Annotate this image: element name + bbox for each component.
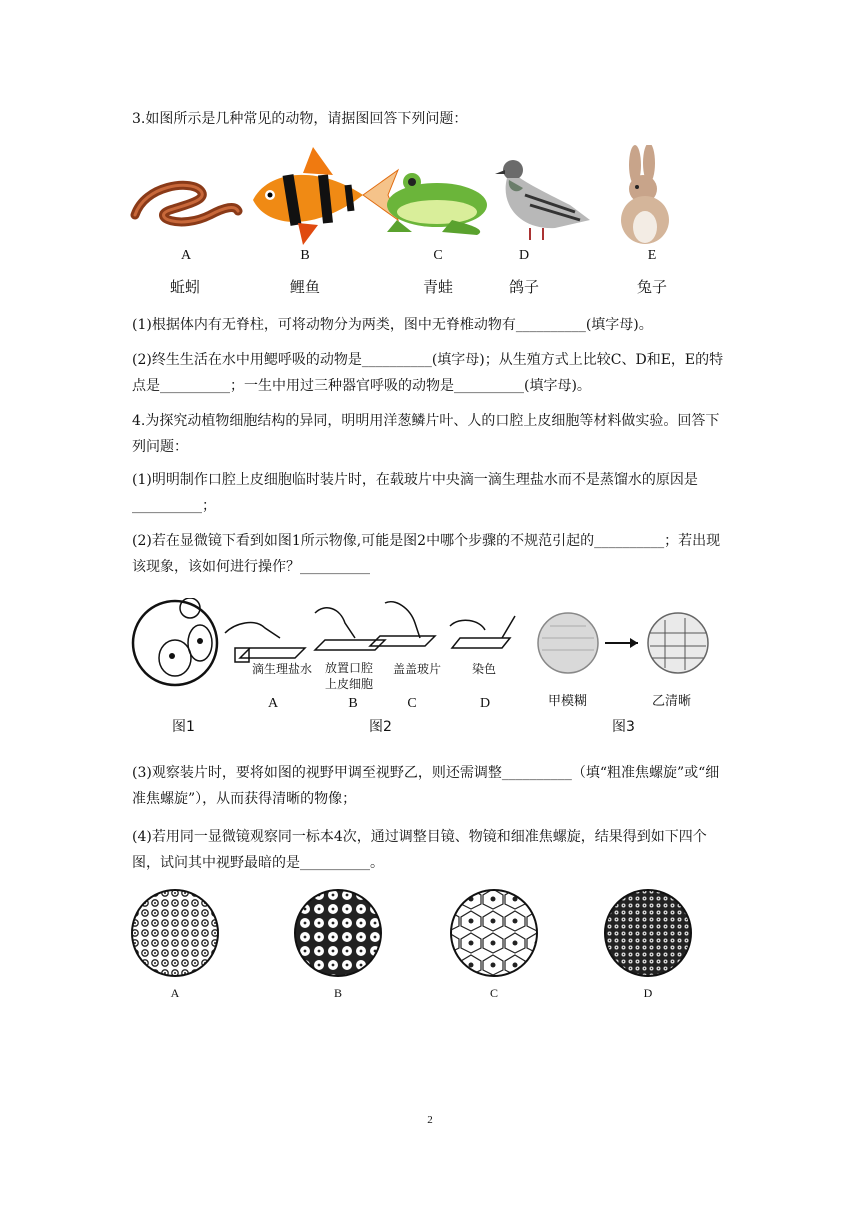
animal-name-c: 青蛙 (422, 278, 453, 296)
view-a-circle (132, 890, 218, 976)
fig2-steps (225, 602, 515, 662)
view-b-circle (295, 890, 381, 976)
fig2-step-c-label: 盖盖玻片 (393, 662, 442, 676)
q3-sub1: (1)根据体内有无脊柱，可将动物分为两类，图中无脊椎动物有__________(填字母)。 (132, 317, 653, 333)
view-letter-c: C (489, 986, 498, 1000)
view-d-circle (605, 890, 691, 976)
animal-letter-b: B (300, 248, 310, 263)
q3-title: 3.如图所示是几种常见的动物，请据图回答下列问题： (132, 111, 468, 127)
four-views-figure (130, 888, 710, 988)
fig2-step-d-label: 染色 (472, 662, 497, 676)
view-letter-a: A (170, 986, 180, 1000)
fig3-caption: 图3 (612, 719, 635, 735)
animal-letter-e: E (647, 248, 657, 263)
animals-figure (130, 145, 690, 250)
q4-sub4: (4)若用同一显微镜观察同一标本4次，通过调整目镜、物镜和细准焦螺旋，结果得到如下四个图，试问其中视野最暗的是__________。 (132, 829, 707, 871)
view-letter-d: D (643, 986, 653, 1000)
animal-name-b: 鲤鱼 (289, 278, 320, 296)
fig2-letter-c: C (407, 696, 417, 711)
carp-image (253, 147, 398, 245)
fig2-letter-a: A (267, 696, 279, 711)
q4-sub2: (2)若在显微镜下看到如图1所示物像,可能是图2中哪个步骤的不规范引起的__________；若出现该现象，该如何进行操作？__________ (132, 533, 721, 575)
fig1-view (133, 598, 217, 685)
view-c-circle (451, 890, 537, 976)
pigeon-image (495, 160, 590, 240)
animal-name-e: 兔子 (636, 278, 667, 296)
fig3-right-label: 乙清晰 (652, 694, 692, 709)
earthworm-image (135, 185, 238, 222)
fig3-views (538, 613, 708, 673)
page-number: 2 (427, 1114, 433, 1126)
animal-name-a: 蚯蚓 (169, 278, 200, 296)
view-letter-b: B (333, 986, 342, 1000)
fig2-step-a-label: 滴生理盐水 (252, 662, 313, 676)
fig3-left-label: 甲模糊 (548, 694, 588, 709)
fig2-step-b-label: 放置口腔上皮细胞 (325, 661, 374, 691)
q4-sub1: (1)明明制作口腔上皮细胞临时装片时，在载玻片中央滴一滴生理盐水而不是蒸馏水的原因是__________； (132, 472, 698, 514)
animal-name-d: 鸽子 (508, 278, 539, 296)
fig1-caption: 图1 (172, 719, 195, 735)
animal-letter-d: D (518, 248, 530, 263)
rabbit-image (621, 145, 669, 244)
fig2-letter-b: B (348, 696, 358, 711)
frog-image (387, 173, 487, 235)
fig2-caption: 图2 (369, 719, 392, 735)
q4-title: 4.为探究动植物细胞结构的异同，明明用洋葱鳞片叶、人的口腔上皮细胞等材料做实验。回答下列问题： (132, 413, 720, 455)
microscope-figures (130, 598, 730, 708)
animal-letter-a: A (180, 248, 192, 263)
animal-letter-c: C (433, 248, 443, 263)
fig2-letter-d: D (479, 696, 491, 711)
q3-sub2: (2)终生生活在水中用鳃呼吸的动物是__________(填字母)；从生殖方式上比较C、D和E，E的特点是__________；一生中用过三种器官呼吸的动物是__________(填字母)。 (132, 352, 724, 394)
q4-sub3: (3)观察装片时，要将如图的视野甲调至视野乙，则还需调整__________（填“粗准焦螺旋”或“细准焦螺旋”），从而获得清晰的物像； (132, 765, 720, 807)
